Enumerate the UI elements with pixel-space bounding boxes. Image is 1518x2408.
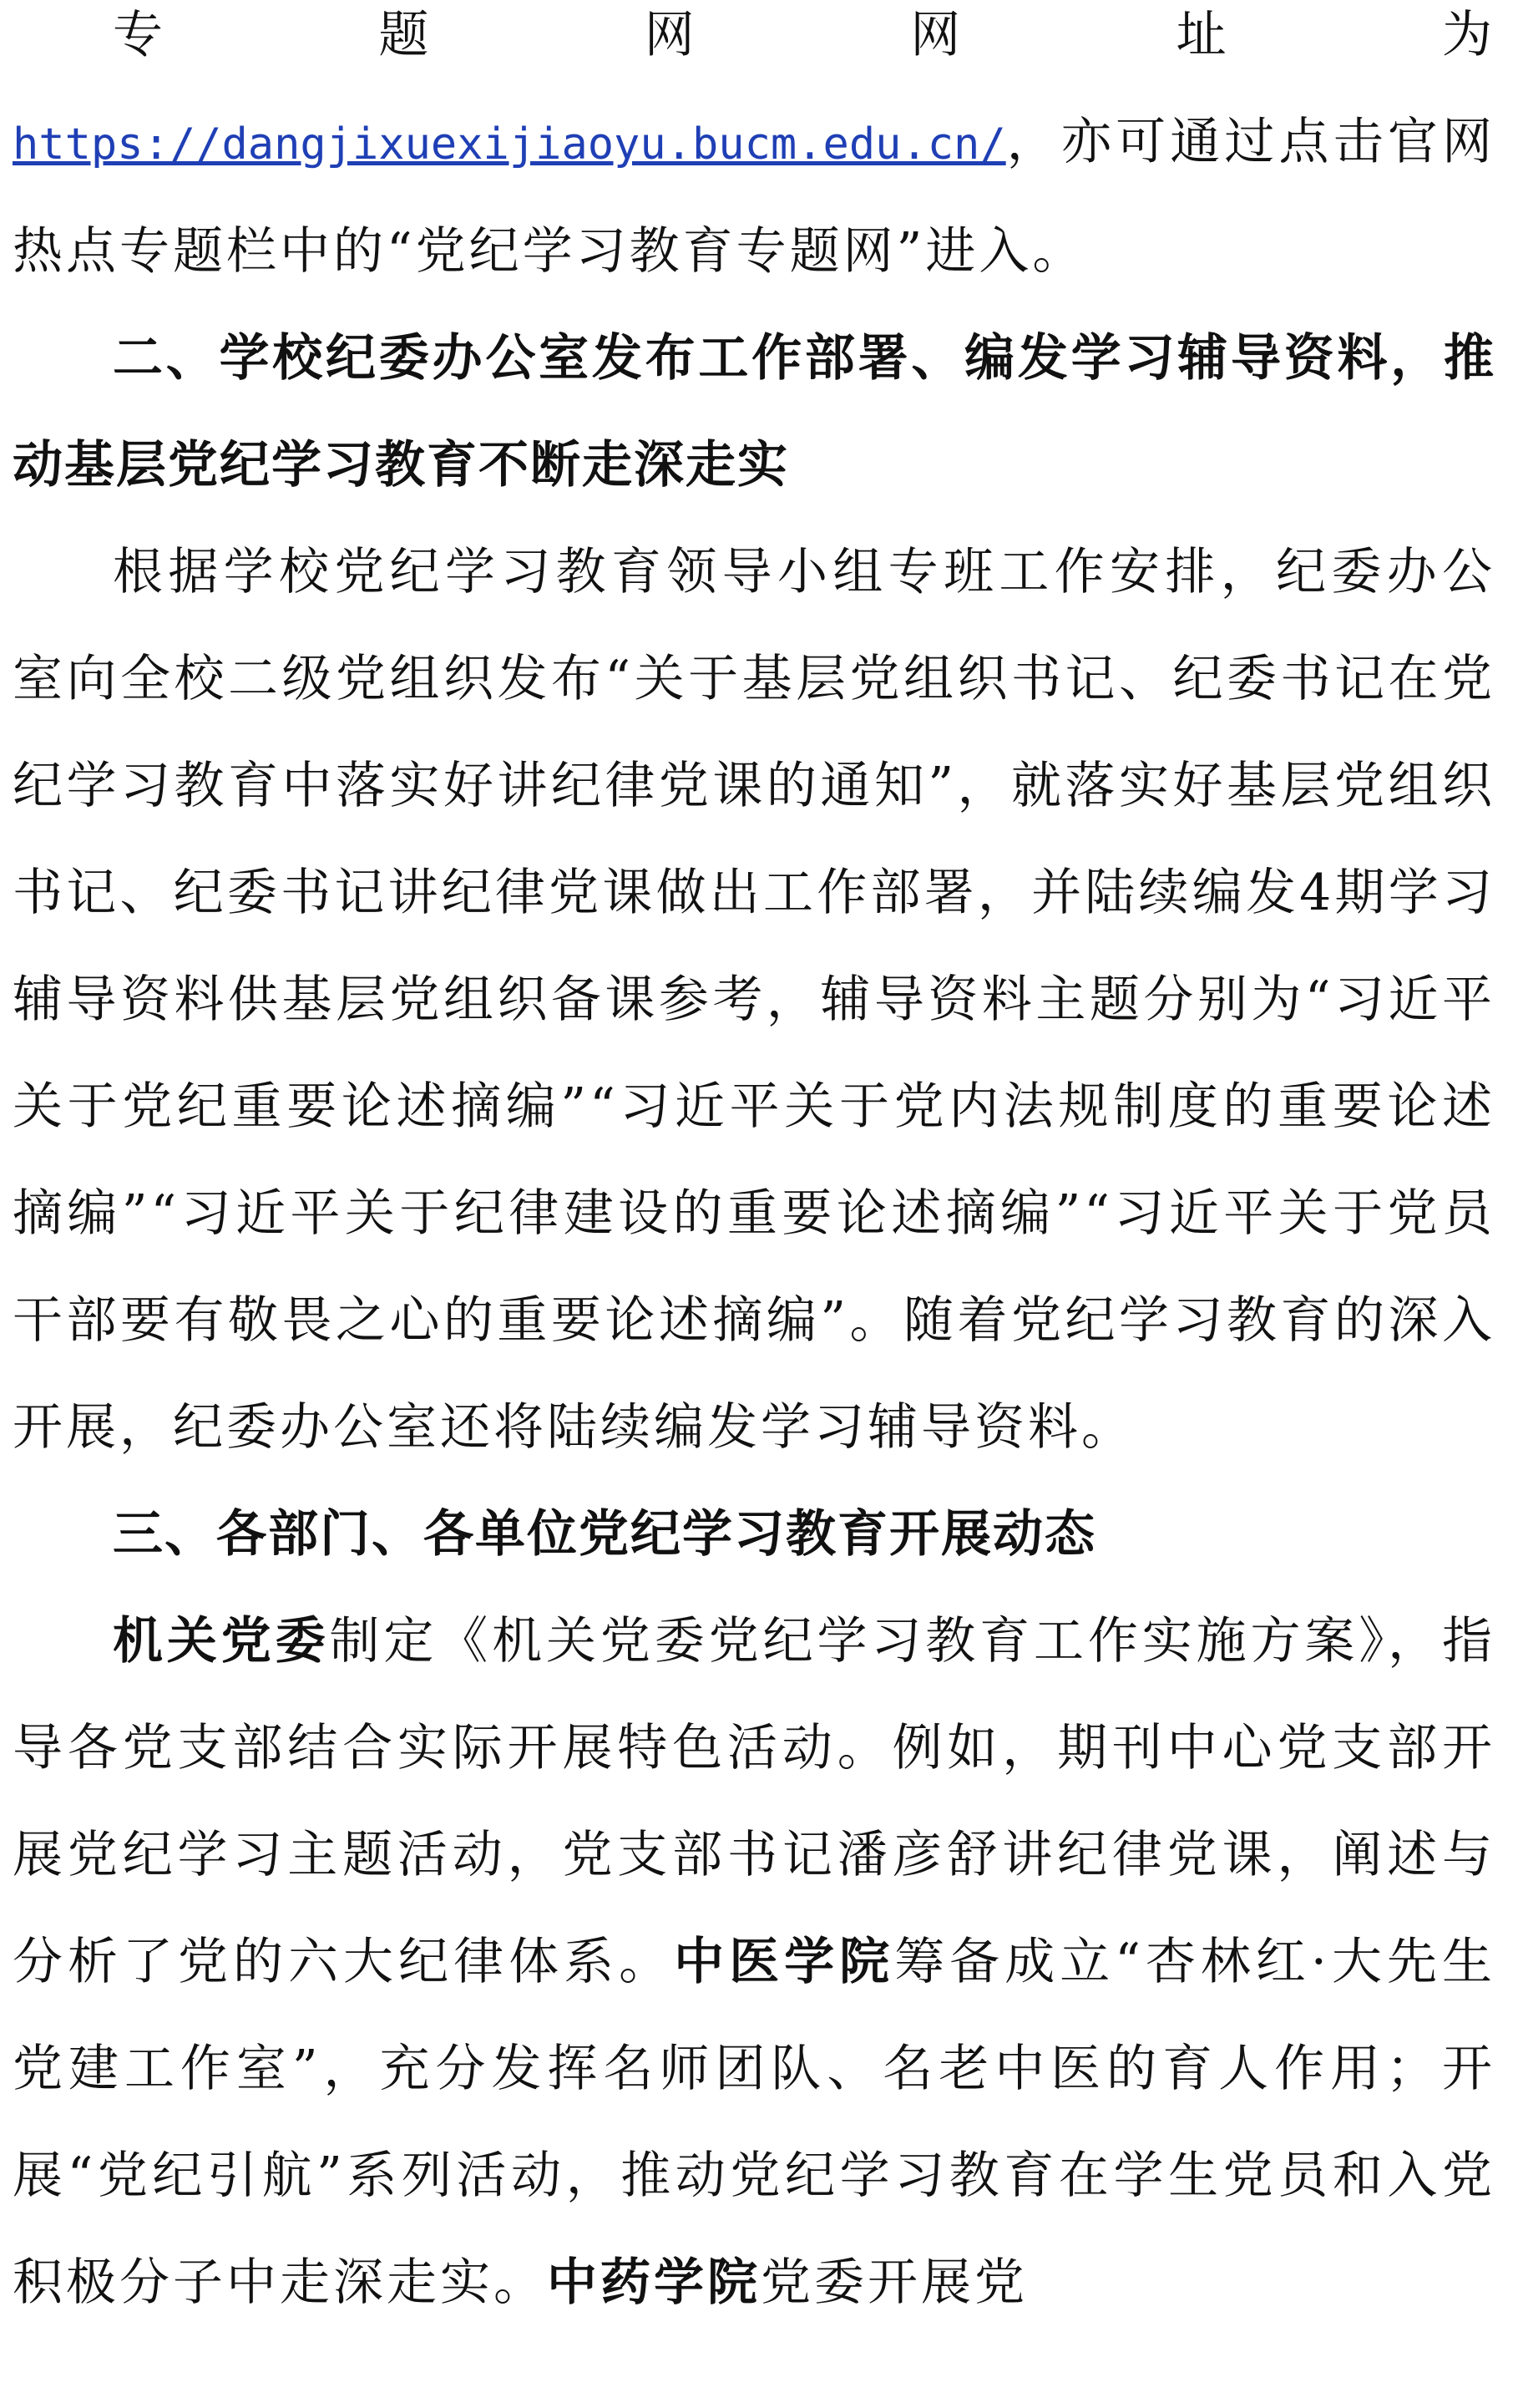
text-run: 三、各部门、各单位党纪学习教育开展动态 <box>113 1505 1096 1564</box>
text-run: 二、学校纪委办公室发布工作部署、编发学习辅导资料，推动基层党纪学习教育不断走深走实 <box>13 329 1495 494</box>
section-heading <box>13 305 1495 519</box>
text-run: 根据学校党纪学习教育领导小组专班工作安排，纪委办公室向全校二级党组织发布“关于基层党组织书记、纪委书记在党纪学习教育中落实好讲纪律党课的通知”，就落实好基层党组织书记、纪委书记讲纪律党课做出工作部署，并陆续编发4期学习辅导资料供基层党组织备课参考，辅导资料主题分别为“习近平关于党纪重要论述摘编”“习近平关于党内法规制度的重要论述摘编”“习近平关于纪律建设的重要论述摘编”“习近平关于党员干部要有敬畏之心的重要论述摘编”。随着党纪学习教育的深入开展，纪委办公室还将陆续编发学习辅导资料。 <box>13 543 1495 1457</box>
unit-name: 机关党委 <box>113 1612 330 1670</box>
body-paragraph <box>13 519 1495 1481</box>
text-run: 制定《机关党委党纪学习教育工作实施方案》，指导各党支部结合实际开展特色活动。例如，期刊中心党支部开展党纪学习主题活动，党支部书记潘彦舒讲纪律党课，阐述与分析了党的六大纪律体系。 <box>13 1612 1496 1991</box>
body-paragraph <box>13 1588 1495 2336</box>
body-paragraph <box>13 0 1495 305</box>
text-run: 筹备成立“杏林红·大先生党建工作室”，充分发挥名师团队、名老中医的育人作用；开展“党纪引航”系列活动，推动党纪学习教育在学生党员和入党积极分子中走深走实。 <box>13 1933 1496 2312</box>
section-heading <box>13 1481 1495 1588</box>
unit-name: 中医学院 <box>674 1933 895 1991</box>
text-run: 专题网网址为 <box>113 6 1495 64</box>
topic-site-link[interactable]: https://dangjixuexijiaoyu.bucm.edu.cn/ <box>13 119 1006 170</box>
text-run: ，亦可通过点击官网热点专题栏中的“党纪学习教育专题网”进入。 <box>13 113 1495 281</box>
text-run: 党委开展党 <box>761 2253 1028 2312</box>
unit-name: 中药学院 <box>547 2253 761 2312</box>
document-body <box>13 0 1495 2336</box>
